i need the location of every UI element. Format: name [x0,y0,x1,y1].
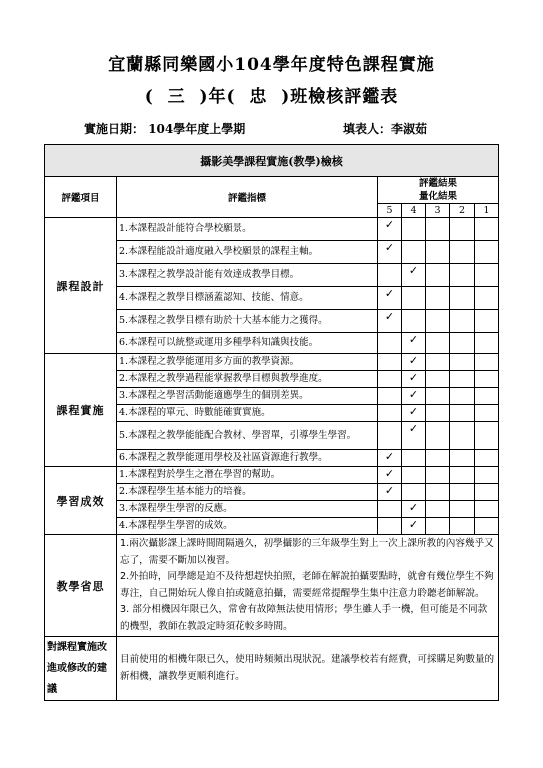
score-cell [475,310,499,333]
score-cell [475,241,499,264]
score-cell [378,518,402,535]
score-cell [426,264,450,287]
score-cell [426,354,450,371]
score-cell [378,371,402,388]
date-value: 104學年度上學期 [148,122,246,136]
score-cell [450,467,475,484]
score-column-4: 4 [402,204,426,218]
score-cell [426,518,450,535]
score-cell [426,371,450,388]
check-mark-icon: ✓ [402,422,426,450]
score-cell [426,333,450,354]
score-cell [378,264,402,287]
score-cell [450,518,475,535]
score-cell [426,218,450,241]
category-2: 課程實施 [45,354,117,467]
check-mark-icon: ✓ [378,218,402,241]
filler-value: 李淑茹 [391,122,428,136]
score-cell [475,405,499,422]
indicator-text: 4.本課程之教學目標涵蓋認知、技能、情意。 [117,287,378,310]
reflection-row [45,535,499,637]
indicator-text: 1.本課程設計能符合學校願景。 [117,218,378,241]
score-cell [426,388,450,405]
score-column-1: 1 [475,204,499,218]
indicator-text: 2.本課程能設計適度融入學校願景的課程主軸。 [117,241,378,264]
table-row [45,354,499,371]
score-cell [450,264,475,287]
check-mark-icon: ✓ [378,310,402,333]
check-mark-icon: ✓ [402,405,426,422]
check-mark-icon: ✓ [402,388,426,405]
check-mark-icon: ✓ [378,450,402,467]
score-cell [450,333,475,354]
evaluation-table [44,144,499,701]
column-indicator: 評鑑指標 [117,177,378,218]
check-mark-icon: ✓ [378,241,402,264]
score-cell [450,310,475,333]
score-column-2: 2 [450,204,475,218]
filler [343,120,427,137]
indicator-text: 3.本課程之學習活動能適應學生的個別差異。 [117,388,378,405]
check-mark-icon: ✓ [402,518,426,535]
indicator-text: 6.本課程之教學能運用學校及社區資源進行教學。 [117,450,378,467]
filler-label: 填表人： [343,122,392,136]
indicator-text: 3.本課程學生學習的反應。 [117,501,378,518]
score-cell [475,333,499,354]
score-cell [475,518,499,535]
table-header: 攝影美學課程實施(教學)檢核 [45,145,499,177]
score-cell [378,354,402,371]
date-label: 實施日期： [84,122,145,136]
score-cell [475,467,499,484]
score-cell [402,450,426,467]
score-cell [450,354,475,371]
check-mark-icon: ✓ [378,287,402,310]
check-mark-icon: ✓ [402,333,426,354]
implementation-date [84,120,245,137]
table-row [45,467,499,484]
suggestion-label: 對課程實施改進或修改的建議 [45,637,117,701]
table-row [45,218,499,241]
score-cell [450,405,475,422]
score-cell [475,287,499,310]
score-cell [426,501,450,518]
score-cell [450,484,475,501]
score-cell [450,287,475,310]
check-mark-icon: ✓ [402,371,426,388]
score-cell [426,310,450,333]
reflection-paragraph: 3. 部分相機因年限已久，常會有故障無法使用情形；學生雖人手一機，但可能是不同款的機型，教師在教設定時須花較多時間。 [120,604,488,632]
score-cell [402,467,426,484]
indicator-text: 5.本課程之教學目標有助於十大基本能力之獲得。 [117,310,378,333]
score-cell [450,422,475,450]
score-cell [402,310,426,333]
document-subtitle: ( 三 )年( 忠 )班檢核評鑑表 [144,87,399,107]
score-cell [475,450,499,467]
indicator-text: 6.本課程可以統整或運用多種學科知識與技能。 [117,333,378,354]
score-cell [475,422,499,450]
category-1: 課程設計 [45,218,117,354]
score-cell [426,484,450,501]
score-column-5: 5 [378,204,402,218]
category-3: 學習成效 [45,467,117,535]
suggestion-row [45,637,499,701]
score-cell [426,422,450,450]
indicator-text: 1.本課程之教學能運用多方面的教學資源。 [117,354,378,371]
score-cell [402,484,426,501]
score-cell [450,388,475,405]
indicator-text: 3.本課程之教學設計能有效達成教學目標。 [117,264,378,287]
score-cell [475,371,499,388]
score-cell [426,405,450,422]
document-title: 宜蘭縣同樂國小104學年度特色課程實施 [108,55,435,75]
score-cell [378,405,402,422]
score-cell [450,241,475,264]
check-mark-icon: ✓ [378,467,402,484]
score-cell [378,422,402,450]
score-cell [426,241,450,264]
check-mark-icon: ✓ [378,484,402,501]
score-cell [402,241,426,264]
check-mark-icon: ✓ [402,264,426,287]
indicator-text: 2.本課程學生基本能力的培養。 [117,484,378,501]
indicator-text: 4.本課程學生學習的成效。 [117,518,378,535]
column-result [378,177,499,204]
score-cell [450,450,475,467]
score-cell [475,354,499,371]
score-cell [378,501,402,518]
score-cell [475,264,499,287]
suggestion-content: 目前使用的相機年限已久，使用時頻頻出現狀況。建議學校若有經費，可採購足夠數量的新相機，讓教學更順利進行。 [117,637,499,701]
reflection-paragraph: 2.外拍時，同學總是迫不及待想趕快拍照，老師在解說拍攝要點時，就會有幾位學生不夠專注，自己開始玩人像自拍或隨意拍攝，需要經常提醒學生集中注意力聆聽老師解說。 [120,571,494,599]
indicator-text: 1.本課程對於學生之潛在學習的幫助。 [117,467,378,484]
score-cell [426,450,450,467]
score-column-3: 3 [426,204,450,218]
score-cell [378,333,402,354]
score-cell [475,218,499,241]
column-item: 評鑑項目 [45,177,117,218]
score-cell [426,467,450,484]
score-cell [378,388,402,405]
score-cell [450,218,475,241]
score-cell [475,501,499,518]
reflection-label: 教學省思 [45,535,117,637]
score-cell [426,287,450,310]
check-mark-icon: ✓ [402,354,426,371]
score-cell [402,287,426,310]
indicator-text: 2.本課程之教學過程能掌握教學目標與教學進度。 [117,371,378,388]
score-cell [402,218,426,241]
reflection-paragraph: 1.兩次攝影課上課時間間隔過久，初學攝影的三年級學生對上一次上課所教的內容幾乎又忘了，需要不斷加以複習。 [120,538,494,566]
column-result-label: 評鑑結果 [419,178,458,189]
score-cell [475,388,499,405]
reflection-content [117,535,499,637]
check-mark-icon: ✓ [402,501,426,518]
score-cell [450,501,475,518]
score-cell [475,484,499,501]
column-quant-label: 量化結果 [419,191,458,202]
score-cell [450,371,475,388]
indicator-text: 4.本課程的單元、時數能確實實施。 [117,405,378,422]
indicator-text: 5.本課程之教學能能配合教材、學習單，引導學生學習。 [117,422,378,450]
